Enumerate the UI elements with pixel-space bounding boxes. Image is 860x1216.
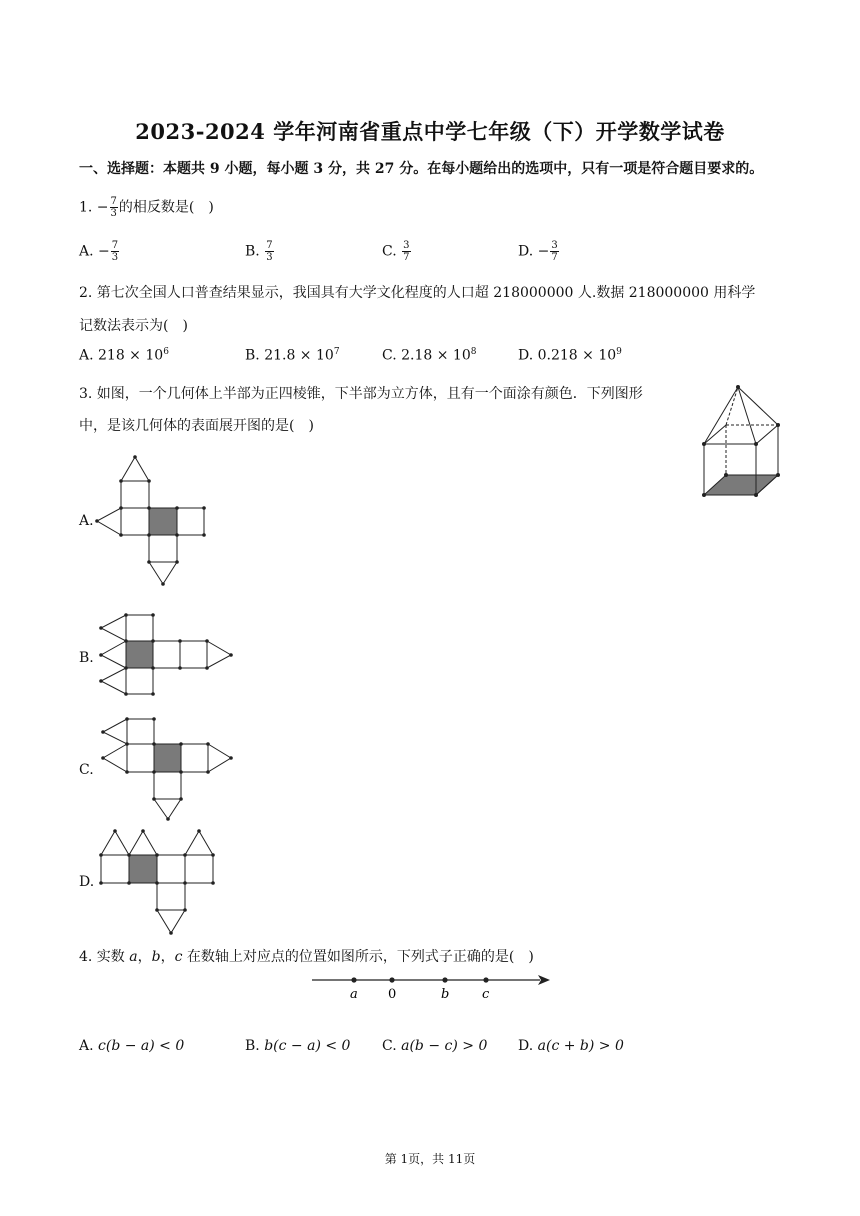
q3-option-c-net[interactable]	[100, 716, 236, 822]
q4-number-line	[312, 970, 554, 1004]
q3-option-b-label[interactable]: B.	[79, 650, 94, 666]
q1-fraction: $\frac{7}{3}$	[110, 196, 117, 219]
point-a	[351, 977, 356, 982]
q4-option-b[interactable]: B. b(c − a) < 0	[245, 1038, 351, 1054]
question-4: 4. 实数 a，b，c 在数轴上对应点的位置如图所示，下列式子正确的是( )	[79, 949, 534, 965]
q3-option-b-net[interactable]	[98, 612, 234, 698]
q1-option-d[interactable]: D. − $\frac{3}{7}$	[518, 240, 558, 263]
q2-line1: 2. 第七次全国人口普查结果显示，我国具有大学文化程度的人口超 218000000 人.数据 218000000 用科学	[79, 285, 756, 301]
q4-var-b: b	[151, 949, 161, 965]
page-footer: 第 1页，共 11页	[384, 1152, 476, 1166]
q4-var-c: c	[174, 949, 183, 965]
page-title: 2023-2024 学年河南省重点中学七年级（下）开学数学试卷	[135, 119, 725, 144]
label-b: b	[441, 987, 450, 1002]
q3-line2: 中，是该几何体的表面展开图的是( )	[79, 418, 314, 434]
q4-var-a: a	[129, 949, 138, 965]
q1-option-c[interactable]: C. $\frac{3}{7}$	[382, 240, 410, 263]
q4-option-c[interactable]: C. a(b − c) > 0	[382, 1038, 488, 1054]
q4-option-d[interactable]: D. a(c + b) > 0	[518, 1038, 624, 1054]
q1-prefix: 1. −	[79, 199, 109, 216]
q3-option-d-net[interactable]	[100, 828, 218, 936]
q2-option-a[interactable]: A. $218 \times 10^6$	[79, 347, 169, 364]
q3-solid-figure	[700, 385, 782, 499]
q3-option-a-net[interactable]	[94, 455, 210, 585]
q3-option-d-label[interactable]: D.	[79, 874, 95, 890]
question-1	[79, 196, 214, 219]
q3-option-c-label[interactable]: C.	[79, 762, 94, 778]
label-0: 0	[388, 987, 397, 1002]
point-0	[389, 977, 394, 982]
label-c: c	[482, 987, 490, 1002]
q1-option-a[interactable]: A. − $\frac{7}{3}$	[79, 240, 119, 263]
q1-option-b[interactable]: B. $\frac{7}{3}$	[245, 240, 273, 263]
label-a: a	[350, 987, 358, 1002]
point-b	[442, 977, 447, 982]
q4-option-a[interactable]: A. c(b − a) < 0	[79, 1038, 185, 1054]
q1-suffix: 的相反数是( )	[118, 199, 214, 216]
q3-line1: 3. 如图，一个几何体上半部为正四棱锥，下半部为立方体，且有一个面涂有颜色．下列图形	[79, 386, 643, 402]
section-heading: 一、选择题：本题共 9 小题，每小题 3 分，共 27 分。在每小题给出的选项中，只有一项是符合题目要求的。	[79, 161, 764, 177]
q2-option-b[interactable]: B. $21.8 \times 10^7$	[245, 347, 340, 364]
point-c	[483, 977, 488, 982]
q3-option-a-label[interactable]: A.	[79, 513, 94, 529]
q2-option-c[interactable]: C. $2.18 \times 10^8$	[382, 347, 477, 364]
q2-line2: 记数法表示为( )	[79, 318, 188, 334]
q2-option-d[interactable]: D. $0.218 \times 10^9$	[518, 347, 622, 364]
